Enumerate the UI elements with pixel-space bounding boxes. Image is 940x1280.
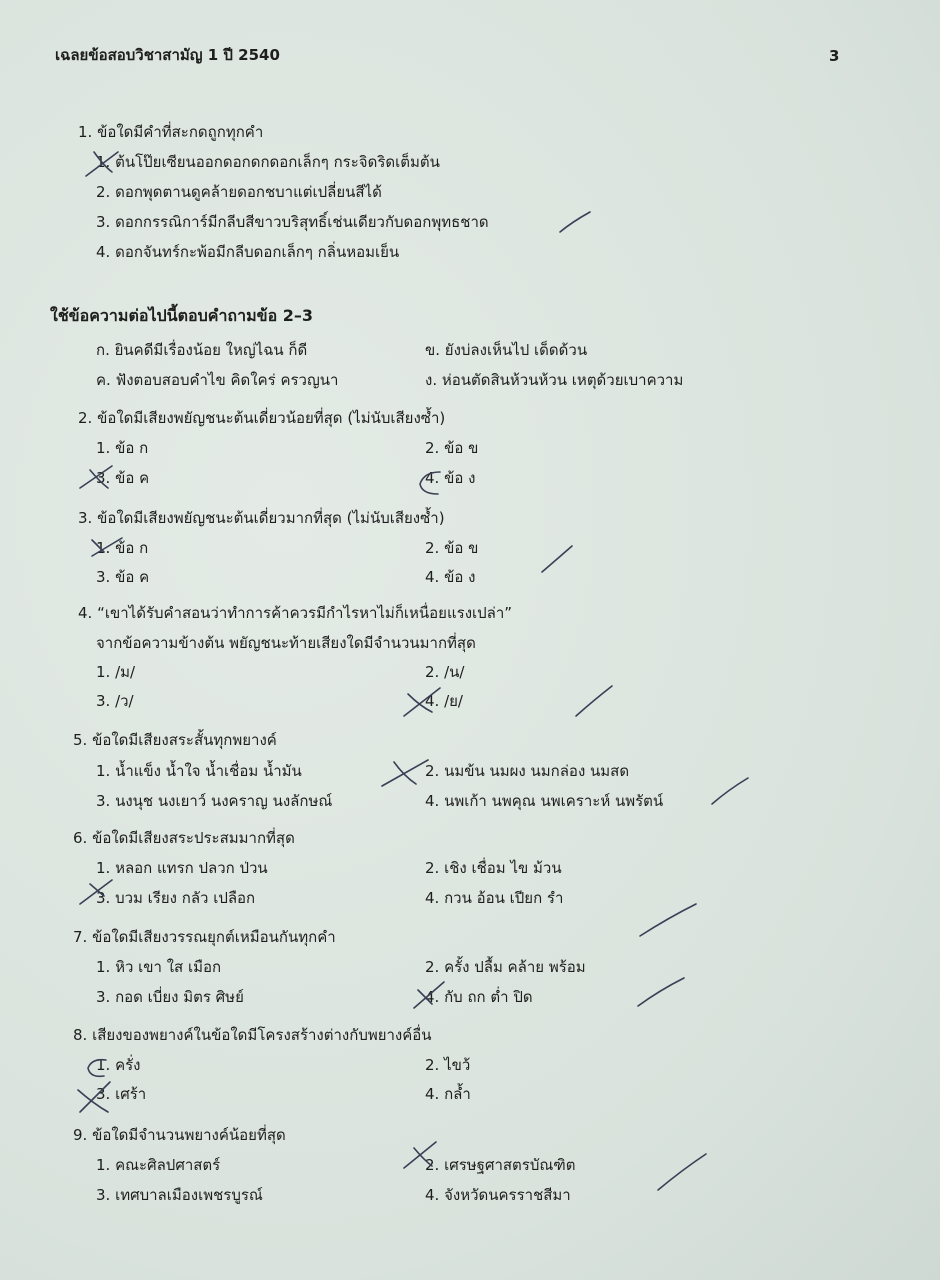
q4-choice-3: 3. /ว/ (96, 692, 134, 710)
q2-choice-2: 2. ข้อ ข (425, 439, 479, 457)
question-6: 6. ข้อใดมีเสียงสระประสมมากที่สุด (73, 829, 295, 847)
q2-choice-1: 1. ข้อ ก (96, 439, 149, 457)
q7-choice-3: 3. กอด เบี่ยง มิตร ศิษย์ (96, 988, 244, 1006)
q1-choice-2: 2. ดอกพุดตานดูคล้ายดอกชบาแต่เปลี่ยนสีได้ (96, 183, 382, 201)
question-1: 1. ข้อใดมีคำที่สะกดถูกทุกคำ (78, 123, 264, 141)
q2-choice-3: 3. ข้อ ค (96, 469, 150, 487)
q9-choice-1: 1. คณะศิลปศาสตร์ (96, 1156, 221, 1174)
q5-choice-2: 2. นมข้น นมผง นมกล่อง นมสด (425, 762, 630, 780)
q9-check-mark (658, 1154, 706, 1190)
q4-check-mark (576, 686, 612, 716)
q6-choice-2: 2. เชิง เชื่อม ไข ม้วน (425, 859, 562, 877)
q5-cross-mark (382, 760, 428, 786)
q1-choice-1: 1. ต้นโป๊ยเซียนออกดอกดกดอกเล็กๆ กระจิดริดเต็มต้น (96, 153, 440, 171)
q8-choice-2: 2. ไขว้ (425, 1056, 471, 1074)
q7-choice-2: 2. ครั้ง ปลื้ม คล้าย พร้อม (425, 958, 586, 976)
question-5: 5. ข้อใดมีเสียงสระสั้นทุกพยางค์ (73, 731, 277, 749)
q5-choice-3: 3. นงนุช นงเยาว์ นงคราญ นงลักษณ์ (96, 792, 333, 810)
q5-choice-4: 4. นพเก้า นพคุณ นพเคราะห์ นพรัตน์ (425, 792, 664, 810)
q3-choice-4: 4. ข้อ ง (425, 568, 476, 586)
q3-choice-2: 2. ข้อ ข (425, 539, 479, 557)
question-8: 8. เสียงของพยางค์ในข้อใดมีโครงสร้างต่างกับพยางค์อื่น (73, 1026, 432, 1044)
q7-choice-1: 1. หิว เขา ใส เมือก (96, 958, 222, 976)
q6-choice-4: 4. กวน อ้อน เปียก รำ (425, 889, 564, 907)
question-4: 4. “เขาได้รับคำสอนว่าทำการค้าควรมีกำไรหาไม่ก็เหนื่อยแรงเปล่า” (78, 604, 513, 622)
q1-choice-3: 3. ดอกกรรณิการ์มีกลีบสีขาวบริสุทธิ์เช่นเดียวกับดอกพุทธชาด (96, 213, 489, 231)
q5-choice-1: 1. น้ำแข็ง น้ำใจ น้ำเชื่อม น้ำมัน (96, 762, 302, 780)
q3-check-mark (542, 546, 572, 572)
q9-choice-4: 4. จังหวัดนครราชสีมา (425, 1186, 571, 1204)
q8-choice-1: 1. ครั่ง (96, 1056, 141, 1074)
passage-line-kho: ข. ยังบ่ลงเห็นไป เด็ดด้วน (425, 341, 588, 359)
q8-choice-4: 4. กล้ำ (425, 1085, 471, 1103)
page-title: เฉลยข้อสอบวิชาสามัญ 1 ปี 2540 (55, 46, 280, 64)
passage-line-ngo: ง. ห่อนตัดสินห้วนห้วน เหตุด้วยเบาความ (425, 371, 684, 389)
q3-choice-1: 1. ข้อ ก (96, 539, 149, 557)
q6-check-mark (640, 904, 696, 936)
page-number: 3 (829, 47, 840, 65)
question-3: 3. ข้อใดมีเสียงพยัญชนะต้นเดี่ยวมากที่สุด (ไม่นับเสียงซ้ำ) (78, 509, 445, 527)
section-instruction: ใช้ข้อความต่อไปนี้ตอบคำถามข้อ 2–3 (50, 306, 314, 325)
q1-choice-4: 4. ดอกจันทร์กะพ้อมีกลีบดอกเล็กๆ กลิ่นหอมเย็น (96, 243, 400, 261)
passage-line-ka: ก. ยินคดีมีเรื่องน้อย ใหญ่ไฉน ก็ดี (96, 341, 308, 359)
question-2: 2. ข้อใดมีเสียงพยัญชนะต้นเดี่ยวน้อยที่สุด (ไม่นับเสียงซ้ำ) (78, 409, 446, 427)
q4-choice-4: 4. /ย/ (425, 692, 463, 710)
q9-choice-2: 2. เศรษฐศาสตรบัณฑิต (425, 1156, 576, 1174)
q9-choice-3: 3. เทศบาลเมืองเพชรบูรณ์ (96, 1186, 263, 1204)
q6-choice-1: 1. หลอก แทรก ปลวก ป่วน (96, 859, 268, 877)
q7-check-mark (638, 978, 684, 1006)
q5-check-mark (712, 778, 748, 804)
q4-choice-2: 2. /น/ (425, 663, 465, 681)
q4-choice-1: 1. /ม/ (96, 663, 136, 681)
question-7: 7. ข้อใดมีเสียงวรรณยุกต์เหมือนกันทุกคำ (73, 928, 336, 946)
q8-choice-3: 3. เศร้า (96, 1085, 147, 1103)
question-4-line2: จากข้อความข้างต้น พยัญชนะท้ายเสียงใดมีจำนวนมากที่สุด (96, 634, 476, 652)
q2-choice-4: 4. ข้อ ง (425, 469, 476, 487)
passage-line-kho-khwai: ค. ฟังตอบสอบคำไข คิดใคร่ ครวญนา (96, 371, 339, 389)
q1-check-mark (560, 212, 590, 232)
q3-choice-3: 3. ข้อ ค (96, 568, 150, 586)
question-9: 9. ข้อใดมีจำนวนพยางค์น้อยที่สุด (73, 1126, 286, 1144)
q7-choice-4: 4. กับ ถก ต่ำ ปิด (425, 988, 533, 1006)
q6-choice-3: 3. บวม เรียง กลัว เปลือก (96, 889, 256, 907)
